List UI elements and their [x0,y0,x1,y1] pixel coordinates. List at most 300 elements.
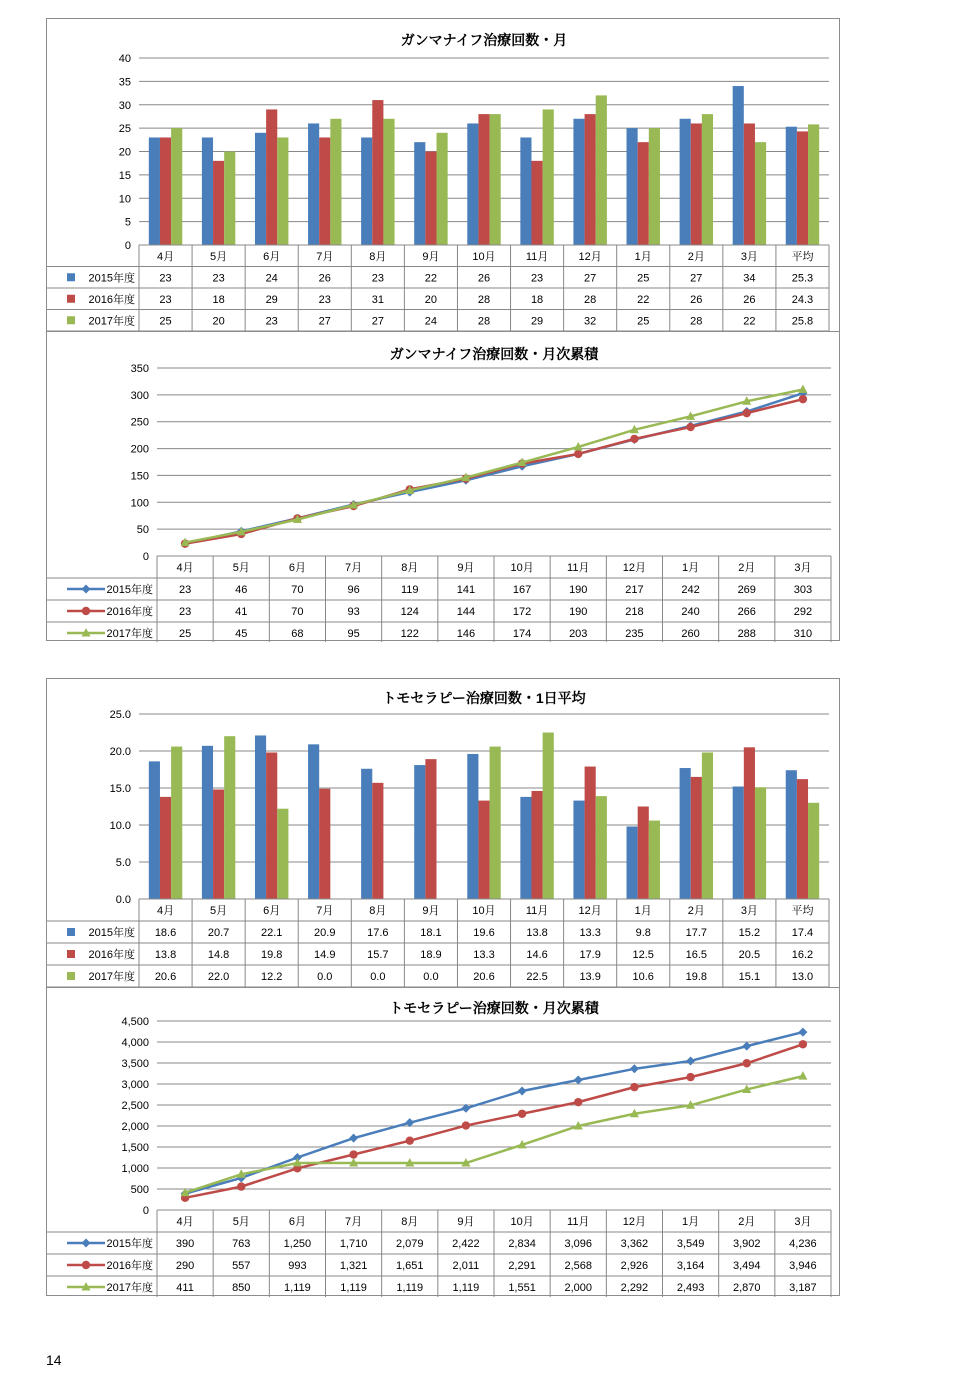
category-label: 11月 [567,562,590,574]
y-tick-label: 4,500 [121,1016,149,1028]
chart-title: ガンマナイフ治療回数・月次累積 [389,346,599,362]
tomotherapy-daily-average-chart-svg [47,679,841,989]
category-label: 1月 [682,1216,700,1228]
bar [319,137,330,245]
bar [786,770,797,899]
legend-key-marker [82,1261,90,1269]
data-label: 2,291 [508,1260,536,1272]
data-label: 2,422 [452,1238,480,1250]
data-label: 9.8 [635,927,651,939]
legend-label: 2017年度 [88,315,135,328]
data-point [799,395,807,403]
legend-key [67,950,75,958]
data-label: 16.5 [685,949,708,961]
bar [361,769,372,899]
category-label: 4月 [176,1216,194,1228]
data-point [630,435,638,443]
category-label: 11月 [525,250,549,263]
data-label: 23 [159,293,172,306]
data-label: 17.9 [579,949,601,961]
bar [573,119,584,245]
category-label: 12月 [578,905,602,917]
data-label: 119 [400,584,419,596]
bar [308,123,319,245]
bar [744,747,755,899]
data-label: 13.8 [526,927,548,939]
y-tick-label: 0 [142,1205,149,1217]
category-label: 7月 [316,905,334,917]
y-tick-label: 10 [118,193,131,206]
y-tick-label: 4,000 [121,1037,149,1049]
bar [414,765,425,899]
data-point [406,1136,414,1144]
category-label: 1月 [682,562,700,574]
y-tick-label: 250 [130,416,149,429]
bar [573,801,584,899]
data-label: 20 [424,293,438,306]
data-label: 68 [291,628,304,640]
data-label: 17.6 [367,927,389,939]
data-label: 14.8 [207,949,230,961]
category-label: 7月 [316,250,334,263]
data-label: 3,902 [732,1238,761,1250]
data-label: 27 [690,272,703,285]
category-label: 5月 [210,250,228,263]
data-label: 19.8 [685,971,708,983]
bar [702,114,713,245]
legend-key [67,295,75,303]
data-point [798,1028,807,1037]
bar [425,759,436,899]
data-label: 23 [530,272,544,285]
data-label: 1,119 [452,1282,480,1294]
data-label: 22.0 [207,971,230,983]
data-label: 3,187 [789,1282,817,1294]
data-label: 3,946 [789,1260,817,1272]
data-label: 18 [530,293,544,306]
category-label: 3月 [740,250,758,263]
data-label: 269 [737,584,756,596]
data-label: 411 [176,1282,194,1294]
bar [277,809,288,899]
bar [520,797,531,899]
legend-key-marker [82,607,90,615]
data-label: 18.6 [154,927,177,939]
data-label: 993 [288,1260,307,1272]
bar [490,747,501,899]
series-line [185,393,803,543]
data-label: 141 [456,584,476,596]
category-label: 2月 [738,1216,756,1228]
data-label: 18.1 [420,927,442,939]
y-tick-label: 15 [118,169,131,182]
bar [543,733,554,900]
legend-label: 2016年度 [106,606,153,618]
category-label: 4月 [156,905,175,917]
y-tick-label: 3,500 [121,1058,149,1070]
bar [520,137,531,245]
data-label: 13.3 [579,927,601,939]
data-point [518,1086,527,1095]
y-tick-label: 200 [130,443,149,456]
data-label: 3,549 [676,1238,705,1250]
data-label: 31 [371,293,384,306]
data-label: 2,926 [620,1260,649,1272]
category-label: 平均 [791,905,814,917]
legend-key [67,316,75,324]
data-label: 23 [159,272,172,285]
bar [786,127,797,245]
data-label: 27 [318,315,331,328]
data-label: 3,362 [620,1238,649,1250]
data-label: 14.9 [314,949,336,961]
legend-key [67,273,75,281]
data-point [574,450,582,458]
category-label: 7月 [345,562,363,574]
data-point [686,423,694,431]
data-label: 2,493 [676,1282,705,1294]
data-label: 22.5 [526,971,548,983]
legend-label: 2016年度 [106,1260,153,1272]
data-label: 22 [743,315,756,328]
bar [733,86,744,245]
category-label: 8月 [369,250,387,263]
data-point [574,1075,583,1084]
data-label: 26 [690,293,703,306]
category-label: 1月 [634,905,652,917]
bar [277,137,288,245]
data-label: 25.3 [791,272,814,285]
category-label: 5月 [210,905,228,917]
bar [266,109,277,245]
data-point [798,1071,807,1080]
data-label: 390 [175,1238,195,1250]
bar [627,826,638,899]
data-label: 763 [232,1238,251,1250]
data-label: 22 [637,293,650,306]
data-point [686,1056,695,1065]
legend-label: 2016年度 [88,949,135,961]
bar [414,142,425,245]
bar [532,791,543,899]
y-tick-label: 5 [124,216,131,229]
legend-key [67,928,75,936]
bar [255,133,266,245]
data-label: 22 [424,272,438,285]
bar [467,123,478,245]
data-label: 15.1 [738,971,761,983]
category-label: 12月 [578,250,602,263]
data-label: 45 [235,628,248,640]
data-label: 217 [625,584,644,596]
bar [691,123,702,245]
data-label: 3,164 [676,1260,705,1272]
category-label: 12月 [622,1216,647,1228]
category-label: 10月 [472,905,496,917]
data-label: 2,834 [508,1238,536,1250]
category-label: 平均 [791,250,814,263]
bar [638,142,649,245]
category-label: 2月 [687,250,705,263]
data-point [799,1040,807,1048]
bar [372,100,383,245]
bar [797,779,808,899]
page-number: 14 [46,1352,62,1368]
bar [213,161,224,245]
legend-label: 2017年度 [106,1282,153,1294]
category-label: 3月 [794,562,812,574]
bar [266,752,277,899]
data-label: 1,551 [508,1282,536,1294]
y-tick-label: 1,500 [121,1142,149,1154]
y-tick-label: 30 [118,99,131,112]
bar [532,161,543,245]
data-label: 144 [456,606,476,618]
data-label: 167 [512,584,532,596]
data-label: 24 [424,315,438,328]
bar [755,142,766,245]
data-label: 15.7 [367,949,389,961]
legend-label: 2016年度 [88,293,135,306]
data-label: 24.3 [791,293,814,306]
data-label: 19.8 [260,949,283,961]
data-point [743,1059,751,1067]
bar [543,109,554,245]
data-label: 20.9 [314,927,336,939]
data-label: 15.2 [738,927,761,939]
data-label: 4,236 [789,1238,817,1250]
category-label: 5月 [232,562,250,574]
data-label: 235 [625,628,644,640]
data-label: 26 [477,272,491,285]
category-label: 3月 [740,905,758,917]
data-label: 41 [235,606,248,618]
category-label: 7月 [345,1216,363,1228]
y-tick-label: 0.0 [115,894,131,906]
bar [160,137,171,245]
data-label: 29 [265,293,278,306]
data-label: 26 [743,293,756,306]
data-label: 20.6 [154,971,177,983]
data-label: 240 [681,606,700,618]
data-label: 0.0 [370,971,386,983]
y-tick-label: 500 [130,1184,149,1196]
data-label: 1,321 [339,1260,368,1272]
data-point [630,1083,638,1091]
y-tick-label: 2,000 [121,1121,149,1133]
data-label: 70 [291,584,304,596]
data-label: 23 [178,606,192,618]
bar [436,133,447,245]
legend-label: 2015年度 [106,584,153,596]
data-label: 13.3 [473,949,495,961]
data-label: 13.8 [154,949,177,961]
data-label: 17.4 [791,927,814,939]
data-label: 27 [584,272,597,285]
data-label: 22.1 [260,927,283,939]
bar [319,789,330,899]
data-label: 2,870 [732,1282,761,1294]
legend-label: 2015年度 [88,272,135,285]
data-label: 13.0 [791,971,814,983]
data-label: 28 [584,293,597,306]
data-label: 25 [637,272,650,285]
data-label: 20.5 [738,949,761,961]
bar [224,152,235,246]
chart-title: トモセラピー治療回数・月次累積 [389,1000,599,1016]
data-label: 23 [371,272,384,285]
data-label: 1,119 [396,1282,424,1294]
data-label: 124 [400,606,419,618]
series-line [185,1044,803,1198]
y-tick-label: 15.0 [109,783,131,795]
category-label: 10月 [472,250,496,263]
data-label: 93 [347,606,360,618]
bar [478,801,489,899]
bar [691,777,702,899]
data-point [686,1073,694,1081]
data-label: 25.8 [791,315,814,328]
chart-title: トモセラピー治療回数・1日平均 [382,690,586,706]
data-label: 16.2 [791,949,814,961]
data-label: 190 [569,606,588,618]
bar [308,744,319,899]
data-label: 303 [793,584,813,596]
legend-key-marker [82,1239,91,1248]
legend-key [67,972,75,980]
bar [596,95,607,245]
data-label: 242 [681,584,700,596]
data-label: 28 [690,315,703,328]
legend-key-marker [82,585,91,594]
data-point [462,1121,470,1129]
bar [733,787,744,899]
data-label: 288 [737,628,756,640]
data-label: 17.7 [685,927,708,939]
category-label: 1月 [634,250,652,263]
category-label: 8月 [401,1216,419,1228]
bar [425,152,436,246]
data-label: 260 [681,628,700,640]
y-tick-label: 350 [130,363,149,375]
data-label: 174 [512,628,532,640]
y-tick-label: 2,500 [121,1100,149,1112]
data-label: 1,119 [284,1282,311,1294]
category-label: 8月 [369,905,387,917]
data-label: 12.2 [260,971,283,983]
bar [160,797,171,899]
data-label: 1,250 [283,1238,312,1250]
data-label: 557 [232,1260,251,1272]
category-label: 10月 [510,562,534,574]
data-label: 23 [265,315,278,328]
y-tick-label: 0 [124,240,131,252]
category-label: 12月 [622,562,647,574]
gamma-knife-monthly-chart-svg [47,19,841,333]
data-label: 29 [530,315,544,328]
data-label: 3,494 [732,1260,761,1272]
bar [585,767,596,899]
data-point [742,1042,751,1051]
bar [361,137,372,245]
bar [490,114,501,245]
data-label: 0.0 [423,971,439,983]
bar [638,807,649,900]
bar [755,787,766,899]
data-point [349,1150,357,1158]
category-label: 3月 [794,1216,812,1228]
category-label: 6月 [288,562,306,574]
legend-label: 2015年度 [88,927,135,939]
data-label: 28 [477,315,491,328]
data-label: 850 [232,1282,251,1294]
y-tick-label: 20 [118,146,131,159]
y-tick-label: 100 [130,497,149,510]
category-label: 9月 [422,905,440,917]
bar [680,119,691,245]
series-line [185,389,803,542]
data-label: 218 [625,606,644,618]
bar [372,783,383,899]
legend-label: 2015年度 [106,1238,153,1250]
data-label: 27 [371,315,384,328]
y-tick-label: 25 [118,123,131,136]
bar [585,114,596,245]
bar [213,789,224,899]
y-tick-label: 50 [136,524,149,537]
data-label: 2,079 [395,1238,424,1250]
y-tick-label: 150 [130,470,149,483]
y-tick-label: 25.0 [109,709,131,721]
category-label: 9月 [422,250,440,263]
bar [744,123,755,245]
bar [649,821,660,899]
data-point [574,1098,582,1106]
gamma-knife-cumulative-chart [46,331,840,641]
data-label: 1,710 [339,1238,368,1250]
category-label: 2月 [687,905,705,917]
category-label: 11月 [567,1216,590,1228]
data-label: 290 [175,1260,195,1272]
data-label: 2,292 [620,1282,649,1294]
bar [467,754,478,899]
data-label: 46 [235,584,248,596]
data-label: 20.6 [473,971,495,983]
bar [149,137,160,245]
bar [702,752,713,899]
data-label: 122 [400,628,419,640]
tomotherapy-cumulative-chart [46,987,840,1296]
data-point [798,384,807,393]
category-label: 11月 [525,905,549,917]
data-label: 25 [159,315,172,328]
data-label: 32 [584,315,597,328]
data-label: 20.7 [207,927,230,939]
data-label: 3,096 [564,1238,593,1250]
category-label: 2月 [738,562,756,574]
data-label: 23 [212,272,225,285]
y-tick-label: 20.0 [109,746,131,758]
data-point [630,1064,639,1073]
bar [797,131,808,245]
bar [171,747,182,899]
data-label: 13.9 [579,971,601,983]
bar [255,735,266,899]
data-point [518,1110,526,1118]
data-label: 70 [291,606,304,618]
data-label: 266 [737,606,756,618]
data-label: 292 [793,606,813,618]
